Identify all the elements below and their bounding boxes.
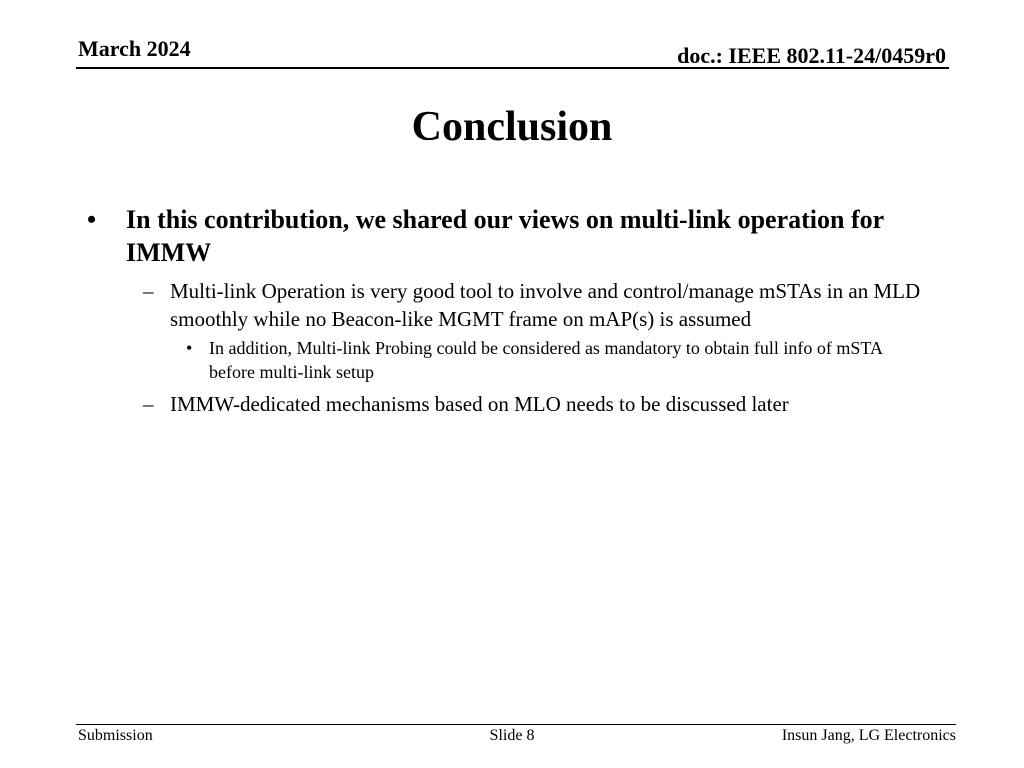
bullet-level1-text: In this contribution, we shared our views on multi-link operation for IMMW [126,205,884,267]
header-divider [76,67,949,69]
bullet-level2-text: Multi-link Operation is very good tool to involve and control/manage mSTAs in an MLD smoothly while no Beacon-like MGMT frame on mAP(s) is assumed [170,279,921,331]
footer-submission: Submission [78,727,153,744]
header-date: March 2024 [78,36,191,61]
dash-marker: – [143,279,154,303]
footer-slide-number: Slide 8 [489,727,535,744]
footer-author: Insun Jang, LG Electronics [781,727,956,744]
bullet-level2-text: IMMW-dedicated mechanisms based on MLO needs to be discussed later [170,392,789,416]
slide-title: Conclusion [411,104,613,150]
footer-divider [76,724,956,725]
bullet-marker: • [186,338,193,358]
dash-marker: – [143,392,154,416]
bullet-level3-text: In addition, Multi-link Probing could be considered as mandatory to obtain full info of mSTA before multi-link setup [209,338,882,382]
bullet-marker: • [87,205,97,234]
header-doc-id: doc.: IEEE 802.11-24/0459r0 [677,43,946,68]
